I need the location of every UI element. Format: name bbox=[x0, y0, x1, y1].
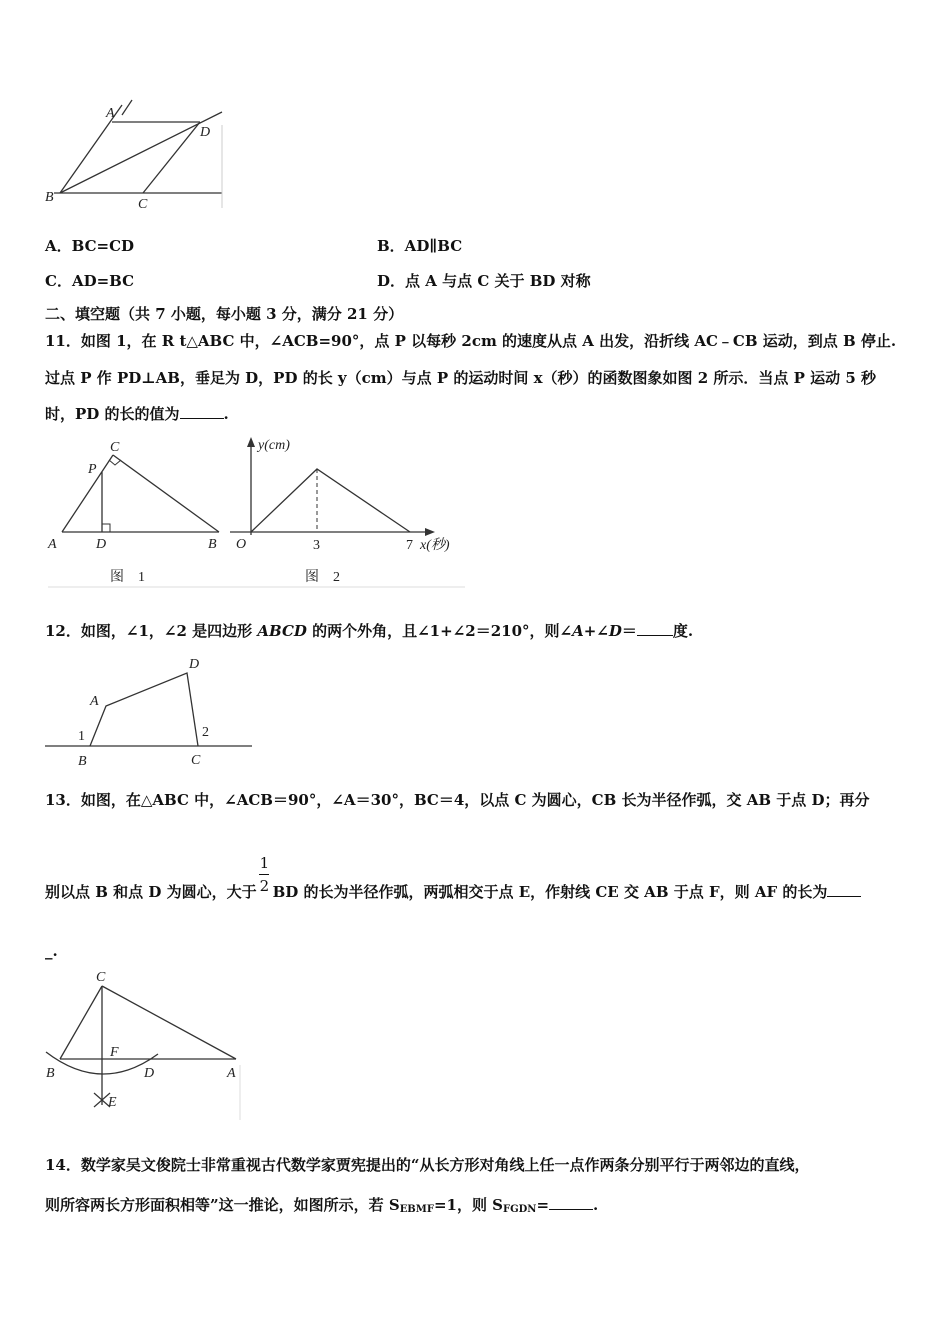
q14-line1: 14．数学家吴文俊院士非常重视古代数学家贾宪提出的“从长方形对角线上任一点作两条分别平行于两邻边的直线， bbox=[45, 1156, 810, 1174]
tick-3: 3 bbox=[313, 538, 320, 553]
answer-blank bbox=[180, 418, 224, 419]
label-b: B bbox=[45, 190, 54, 205]
x-axis-arrow bbox=[425, 528, 435, 536]
label-b: B bbox=[208, 537, 217, 552]
q10-option-a: A．BC=CD bbox=[45, 237, 135, 255]
q11-line2: 过点 P 作 PD⊥AB，垂足为 D，PD 的长 y（cm）与点 P 的运动时间 x（秒）的函数图象如图 2 所示．当点 P 运动 5 秒 bbox=[45, 369, 877, 387]
q14-line2-post: = bbox=[536, 1196, 550, 1214]
q14-line2-mid: =1，则 S bbox=[433, 1196, 503, 1214]
function-graph bbox=[251, 469, 410, 532]
label-d: D bbox=[189, 657, 200, 672]
label-origin: O bbox=[236, 537, 247, 552]
q14-line2 bbox=[45, 1195, 598, 1220]
q13-line2 bbox=[45, 854, 861, 902]
label-d: D bbox=[144, 1066, 155, 1081]
label-a: A bbox=[227, 1066, 236, 1081]
subscript-ebmf: EBMF bbox=[399, 1204, 434, 1215]
fraction-bar bbox=[259, 874, 269, 875]
label-y: y(cm) bbox=[258, 438, 290, 453]
label-d: D bbox=[200, 125, 211, 140]
answer-blank bbox=[637, 635, 673, 636]
label-2: 2 bbox=[202, 725, 209, 740]
q10-option-c: C．AD=BC bbox=[45, 272, 135, 290]
answer-blank bbox=[549, 1209, 593, 1210]
label-b: B bbox=[78, 754, 87, 769]
subscript-fgdn: FGDN bbox=[503, 1204, 537, 1215]
label-x: x(秒) bbox=[420, 538, 450, 553]
label-c: C bbox=[96, 970, 106, 985]
q12-italic2: A bbox=[572, 622, 584, 640]
quadrilateral bbox=[90, 673, 198, 746]
fig1-caption: 图 1 bbox=[110, 570, 145, 585]
label-p: P bbox=[88, 462, 97, 477]
label-e: E bbox=[108, 1095, 117, 1110]
q12-text bbox=[45, 621, 693, 641]
fig-line bbox=[102, 986, 236, 1059]
q12-text-end: 度. bbox=[672, 622, 694, 640]
q10-option-d: D．点 A 与点 C 关于 BD 对称 bbox=[377, 272, 591, 290]
q13-line2-post: BD 的长为半径作弧，两弧相交于点 E，作射线 CE 交 AB 于点 F，则 AF 的长为 bbox=[272, 883, 828, 901]
label-d: D bbox=[96, 537, 107, 552]
label-c: C bbox=[191, 753, 201, 768]
q13-line3: _. bbox=[45, 942, 58, 960]
q13-line1: 13．如图，在△ABC 中，∠ACB＝90°，∠A＝30°，BC＝4，以点 C 为圆心，CB 长为半径作弧，交 AB 于点 D；再分 bbox=[45, 791, 870, 809]
label-a: A bbox=[106, 106, 115, 121]
q12-italic3: D bbox=[608, 622, 622, 640]
q12-quadrilateral-figure bbox=[40, 650, 260, 775]
answer-blank bbox=[827, 896, 861, 897]
q10-option-b: B．AD∥BC bbox=[377, 237, 463, 255]
q11-line3-end: . bbox=[223, 405, 229, 423]
q12-text-mid: 的两个外角，且∠1+∠2＝210°，则∠ bbox=[306, 622, 573, 640]
fraction-denominator: 2 bbox=[259, 877, 270, 895]
tick-7: 7 bbox=[406, 538, 413, 553]
fig-line bbox=[113, 455, 219, 532]
right-angle-mark bbox=[109, 460, 121, 465]
label-a: A bbox=[90, 694, 99, 709]
label-1: 1 bbox=[78, 729, 85, 744]
q12-italic: ABCD bbox=[257, 622, 307, 640]
label-b: B bbox=[46, 1066, 55, 1081]
q11-line1: 11．如图 1，在 R t△ABC 中，∠ACB=90°，点 P 以每秒 2cm 的速度从点 A 出发，沿折线 AC﹣CB 运动，到点 B 停止. bbox=[45, 332, 897, 350]
q13-triangle-figure bbox=[40, 965, 250, 1125]
label-c: C bbox=[110, 440, 120, 455]
fraction-numerator: 1 bbox=[259, 854, 270, 872]
q11-line3-text: 时，PD 的长的值为 bbox=[45, 405, 180, 423]
q12-text-mid2: +∠ bbox=[583, 622, 609, 640]
q14-line2-end: . bbox=[593, 1196, 599, 1214]
section-title: 二、填空题（共 7 小题，每小题 3 分，满分 21 分） bbox=[45, 305, 404, 323]
q10-parallelogram-figure bbox=[40, 95, 240, 215]
fig-line bbox=[122, 100, 132, 115]
q14-line2-pre: 则所容两长方形面积相等”这一推论，如图所示，若 S bbox=[45, 1196, 400, 1214]
q12-text-post: ＝ bbox=[621, 622, 637, 640]
label-c: C bbox=[138, 197, 148, 212]
y-axis-arrow bbox=[247, 437, 255, 447]
fig-line bbox=[60, 986, 102, 1059]
label-f: F bbox=[110, 1045, 119, 1060]
q12-text-pre: 12．如图，∠1，∠2 是四边形 bbox=[45, 622, 258, 640]
q11-line3 bbox=[45, 404, 229, 424]
fig2-caption: 图 2 bbox=[305, 570, 340, 585]
label-a: A bbox=[48, 537, 57, 552]
right-angle-mark bbox=[102, 524, 110, 532]
fraction bbox=[257, 854, 273, 897]
fig-line bbox=[143, 122, 200, 193]
q13-line2-pre: 别以点 B 和点 D 为圆心，大于 bbox=[45, 883, 257, 901]
q11-figures bbox=[40, 435, 470, 590]
